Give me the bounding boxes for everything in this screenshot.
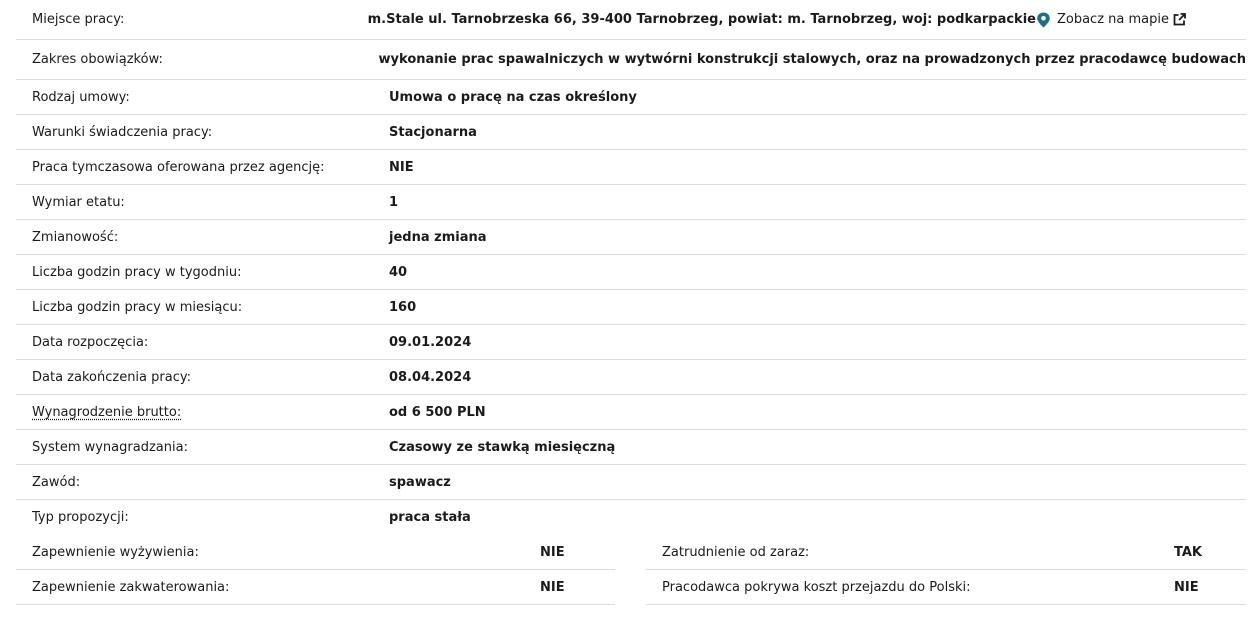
extra-conditions xyxy=(16,535,1246,605)
row-label: Liczba godzin pracy w tygodniu: xyxy=(32,264,242,280)
row-offer-type xyxy=(16,500,1246,535)
row-value: 160 xyxy=(389,299,417,315)
row-label: Zakres obowiązków: xyxy=(32,52,163,67)
row-travel-cost xyxy=(646,570,1246,605)
row-label: Data rozpoczęcia: xyxy=(32,334,149,350)
row-label: Praca tymczasowa oferowana przez agencję: xyxy=(32,159,325,175)
row-value: 40 xyxy=(389,264,408,280)
row-meals xyxy=(16,535,615,570)
row-pay-system xyxy=(16,430,1246,465)
row-start-date xyxy=(16,325,1246,360)
row-value: TAK xyxy=(1174,544,1202,560)
row-value: Stacjonarna xyxy=(389,124,477,140)
show-on-map-label: Zobacz na mapie xyxy=(1056,12,1169,27)
row-value: jedna zmiana xyxy=(389,229,487,245)
left-conditions xyxy=(16,535,615,605)
external-link-icon xyxy=(1173,13,1186,26)
row-label: Zmianowość: xyxy=(32,229,119,245)
row-temporary-agency xyxy=(16,150,1246,185)
row-value: od 6 500 PLN xyxy=(389,404,486,420)
row-label: Zapewnienie wyżywienia: xyxy=(32,544,199,560)
row-salary xyxy=(16,395,1246,430)
row-job-time xyxy=(16,185,1246,220)
row-value: NIE xyxy=(389,159,414,175)
row-label: Zawód: xyxy=(32,474,81,490)
row-label: Zatrudnienie od zaraz: xyxy=(662,544,810,560)
row-hours-month xyxy=(16,290,1246,325)
row-label: Wymiar etatu: xyxy=(32,194,125,210)
row-end-date xyxy=(16,360,1246,395)
location-value: m.Stale ul. Tarnobrzeska 66, 39-400 Tarnobrzeg, powiat: m. Tarnobrzeg, woj: podkarpackie xyxy=(367,12,1036,27)
row-label: Typ propozycji: xyxy=(32,510,129,525)
row-location xyxy=(16,0,1246,40)
row-accommodation xyxy=(16,570,615,605)
row-value: NIE xyxy=(1174,579,1199,595)
row-label: Data zakończenia pracy: xyxy=(32,369,191,385)
row-contract-type xyxy=(16,80,1246,115)
job-details-table xyxy=(16,0,1246,605)
row-value: wykonanie prac spawalniczych w wytwórni konstrukcji stalowych, oraz na prowadzonych przez pracodawcę budowach xyxy=(378,52,1246,67)
row-hours-week xyxy=(16,255,1246,290)
row-value: NIE xyxy=(540,544,565,560)
show-on-map-link[interactable] xyxy=(1036,12,1186,28)
row-shifts xyxy=(16,220,1246,255)
row-label: Zapewnienie zakwaterowania: xyxy=(32,579,230,595)
row-value: spawacz xyxy=(389,474,451,490)
row-value: NIE xyxy=(540,579,565,595)
row-value: Czasowy ze stawką miesięczną xyxy=(389,439,616,455)
row-label: System wynagradzania: xyxy=(32,439,188,455)
salary-tooltip-label[interactable]: Wynagrodzenie brutto: xyxy=(32,404,182,420)
row-label: Liczba godzin pracy w miesiącu: xyxy=(32,299,243,315)
row-value: praca stała xyxy=(389,510,471,525)
row-label: Pracodawca pokrywa koszt przejazdu do Polski: xyxy=(662,579,971,595)
location-label: Miejsce pracy: xyxy=(32,12,125,27)
row-value: Umowa o pracę na czas określony xyxy=(389,89,637,105)
row-value: 1 xyxy=(389,194,399,210)
row-label: Warunki świadczenia pracy: xyxy=(32,124,213,140)
row-work-conditions xyxy=(16,115,1246,150)
row-value: 08.04.2024 xyxy=(389,369,472,385)
row-immediate-employment xyxy=(646,535,1246,570)
row-label: Rodzaj umowy: xyxy=(32,89,130,105)
row-value: 09.01.2024 xyxy=(389,334,472,350)
row-duties xyxy=(16,40,1246,80)
map-pin-icon xyxy=(1036,12,1051,28)
row-occupation xyxy=(16,465,1246,500)
right-conditions xyxy=(646,535,1246,605)
